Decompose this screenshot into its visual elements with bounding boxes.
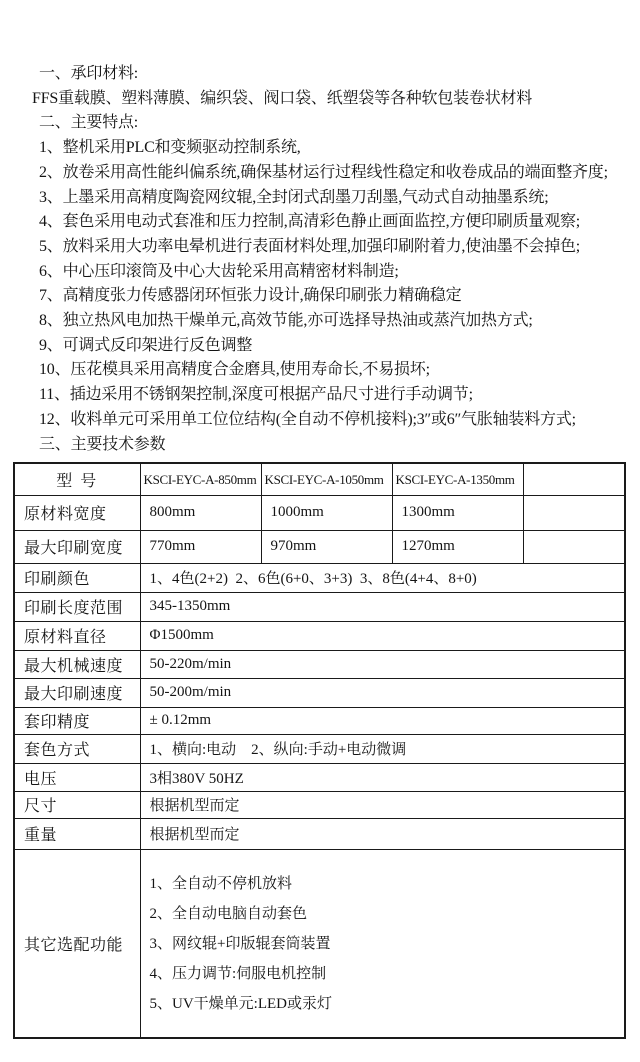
option-item-4: 4、压力调节:伺服电机控制 xyxy=(149,965,327,982)
row-max-print-speed xyxy=(14,678,625,707)
row-print-length-range xyxy=(14,592,625,621)
value-cell xyxy=(523,530,625,563)
feature-item-9: 9、可调式反印架进行反色调整 xyxy=(39,336,253,354)
row-weight xyxy=(14,818,625,849)
value-cell: ± 0.12mm xyxy=(140,707,625,734)
feature-item-4: 4、套色采用电动式套准和压力控制,高清彩色静止画面监控,方便印刷质量观察; xyxy=(39,213,581,231)
value-cell: 1、横向:电动 2、纵向:手动+电动微调 xyxy=(140,734,625,763)
value-cell: 3相380V 50HZ xyxy=(140,763,625,791)
row-label: 其它选配功能 xyxy=(14,849,140,1038)
value-cell: 345-1350mm xyxy=(140,592,625,621)
model-cell-2: KSCI-EYC-A-1050mm xyxy=(261,463,392,495)
model-cell-4 xyxy=(523,463,625,495)
value-cell: 根据机型而定 xyxy=(140,791,625,818)
value-cell: 1000mm xyxy=(261,495,392,530)
row-label: 印刷长度范围 xyxy=(14,592,140,621)
value-cell: 根据机型而定 xyxy=(140,818,625,849)
row-label: 印刷颜色 xyxy=(14,563,140,592)
feature-item-5: 5、放料采用大功率电晕机进行表面材料处理,加强印刷附着力,使油墨不会掉色; xyxy=(39,237,581,255)
value-cell: 970mm xyxy=(261,530,392,563)
feature-item-12: 12、收料单元可采用单工位位结构(全自动不停机接料);3″或6″气胀轴装料方式; xyxy=(39,410,576,428)
option-item-5: 5、UV干燥单元:LED或汞灯 xyxy=(149,995,332,1012)
row-optional-features xyxy=(14,849,625,1038)
value-cell: Φ1500mm xyxy=(140,621,625,650)
row-label: 套色方式 xyxy=(14,734,140,763)
row-max-print-width xyxy=(14,530,625,563)
heading-features: 二、主要特点: xyxy=(39,114,139,132)
materials-list: FFS重载膜、塑料薄膜、编织袋、阀口袋、纸塑袋等各种软包装卷状材料 xyxy=(32,89,533,107)
option-item-2: 2、全自动电脑自动套色 xyxy=(149,905,308,922)
value-cell: 50-200m/min xyxy=(140,678,625,707)
row-dimensions xyxy=(14,791,625,818)
row-label: 尺寸 xyxy=(14,791,140,818)
row-model xyxy=(14,463,625,495)
model-cell-3: KSCI-EYC-A-1350mm xyxy=(392,463,523,495)
option-item-3: 3、网纹辊+印版辊套筒装置 xyxy=(149,935,331,952)
heading-materials: 一、承印材料: xyxy=(39,65,139,82)
row-label: 原材料直径 xyxy=(14,621,140,650)
row-label: 重量 xyxy=(14,818,140,849)
feature-item-8: 8、独立热风电加热干燥单元,高效节能,亦可选择导热油或蒸汽加热方式; xyxy=(39,312,533,330)
row-register-accuracy xyxy=(14,707,625,734)
feature-item-7: 7、高精度张力传感器闭环恒张力设计,确保印刷张力精确稳定 xyxy=(39,287,462,305)
feature-item-11: 11、插边采用不锈钢架控制,深度可根据产品尺寸进行手动调节; xyxy=(39,386,473,404)
feature-item-2: 2、放卷采用高性能纠偏系统,确保基材运行过程线性稳定和收卷成品的端面整齐度; xyxy=(39,163,608,181)
options-cell xyxy=(140,849,625,1038)
row-print-colors xyxy=(14,563,625,592)
model-cell-1: KSCI-EYC-A-850mm xyxy=(140,463,261,495)
value-cell xyxy=(523,495,625,530)
row-voltage xyxy=(14,763,625,791)
row-label: 最大印刷速度 xyxy=(14,678,140,707)
value-cell: 770mm xyxy=(140,530,261,563)
value-cell: 1270mm xyxy=(392,530,523,563)
row-label: 套印精度 xyxy=(14,707,140,734)
row-material-width xyxy=(14,495,625,530)
row-label: 最大机械速度 xyxy=(14,650,140,678)
feature-item-1: 1、整机采用PLC和变频驱动控制系统, xyxy=(39,139,301,157)
row-register-mode xyxy=(14,734,625,763)
feature-item-10: 10、压花模具采用高精度合金磨具,使用寿命长,不易损坏; xyxy=(39,361,430,379)
row-max-mech-speed xyxy=(14,650,625,678)
feature-item-3: 3、上墨采用高精度陶瓷网纹辊,全封闭式刮墨刀刮墨,气动式自动抽墨系统; xyxy=(39,188,549,206)
row-material-diameter xyxy=(14,621,625,650)
row-label: 最大印刷宽度 xyxy=(14,530,140,563)
value-cell: 1、4色(2+2) 2、6色(6+0、3+3) 3、8色(4+4、8+0) xyxy=(140,563,625,592)
row-label: 型 号 xyxy=(14,463,140,495)
value-cell: 50-220m/min xyxy=(140,650,625,678)
feature-item-6: 6、中心压印滚筒及中心大齿轮采用高精密材料制造; xyxy=(39,262,399,280)
spec-table xyxy=(13,462,626,1039)
row-label: 电压 xyxy=(14,763,140,791)
option-item-1: 1、全自动不停机放料 xyxy=(149,875,293,892)
heading-tech-params: 三、主要技术参数 xyxy=(39,435,166,453)
row-label: 原材料宽度 xyxy=(14,495,140,530)
value-cell: 1300mm xyxy=(392,495,523,530)
value-cell: 800mm xyxy=(140,495,261,530)
